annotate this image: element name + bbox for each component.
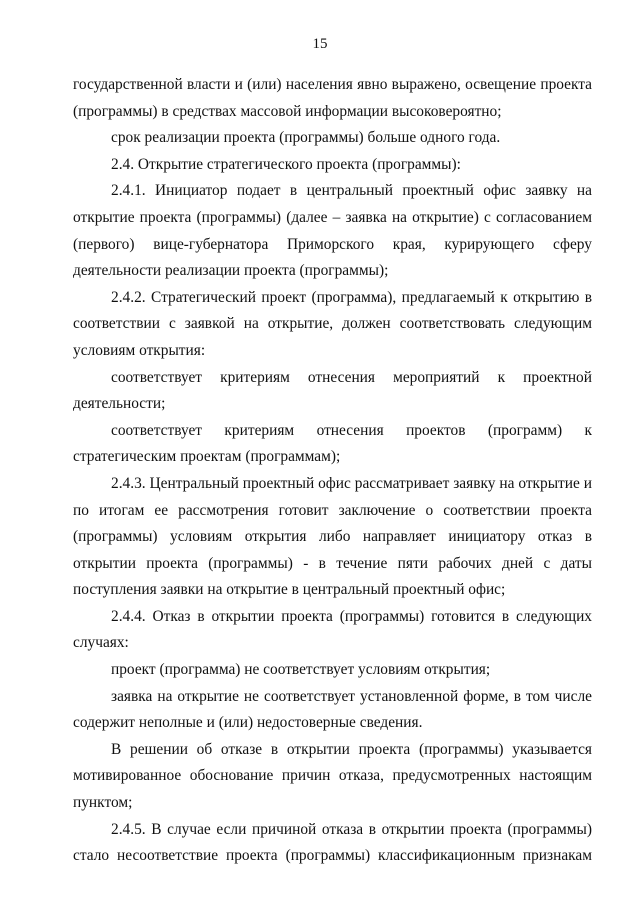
paragraph: государственной власти и (или) населения явно выражено, освещение проекта (программы) в средствах массовой информации высоковероятно; bbox=[73, 76, 592, 120]
paragraph: В решении об отказе в открытии проекта (программы) указывается мотивированное обоснование причин отказа, предусмотренных настоящим пунктом; bbox=[73, 740, 592, 812]
paragraph: соответствует критериям отнесения мероприятий к проектной деятельности; bbox=[73, 368, 592, 413]
paragraph: 2.4.3. Центральный проектный офис рассматривает заявку на открытие и по итогам ее рассмотрения готовит заключение о соответствии проекта (программы) условиям открытия либо направляет инициатору отказ в открытии проекта (программы) - в течение пяти рабочих дней с даты поступления заявки на открытие в центральный проектный офис; bbox=[73, 474, 592, 599]
page-number: 15 bbox=[312, 36, 328, 52]
paragraph: 2.4.2. Стратегический проект (программа), предлагаемый к открытию в соответствии с заявкой на открытие, должен соответствовать следующим условиям открытия: bbox=[73, 288, 592, 359]
paragraph: 2.4.5. В случае если причиной отказа в открытии проекта (программы) стало несоответствие проекта (программы) классификационным признакам bbox=[73, 820, 592, 865]
paragraph: 2.4.4. Отказ в открытии проекта (программы) готовится в следующих случаях: bbox=[73, 607, 592, 652]
paragraph: соответствует критериям отнесения проектов (программ) к стратегическим проектам (программам); bbox=[73, 421, 592, 466]
paragraph: срок реализации проекта (программы) больше одного года. bbox=[111, 129, 501, 147]
paragraph: проект (программа) не соответствует условиям открытия; bbox=[111, 661, 491, 679]
paragraph: 2.4. Открытие стратегического проекта (программы): bbox=[111, 155, 461, 173]
paragraph: заявка на открытие не соответствует установленной форме, в том числе содержит неполные и (или) недостоверные сведения. bbox=[73, 687, 592, 732]
paragraph: 2.4.1. Инициатор подает в центральный проектный офис заявку на открытие проекта (программы) (далее – заявка на открытие) с согласованием (первого) вице-губернатора Приморского края, курирующего сферу деятельности реализации проекта (программы); bbox=[73, 182, 592, 280]
document-body bbox=[73, 72, 592, 870]
